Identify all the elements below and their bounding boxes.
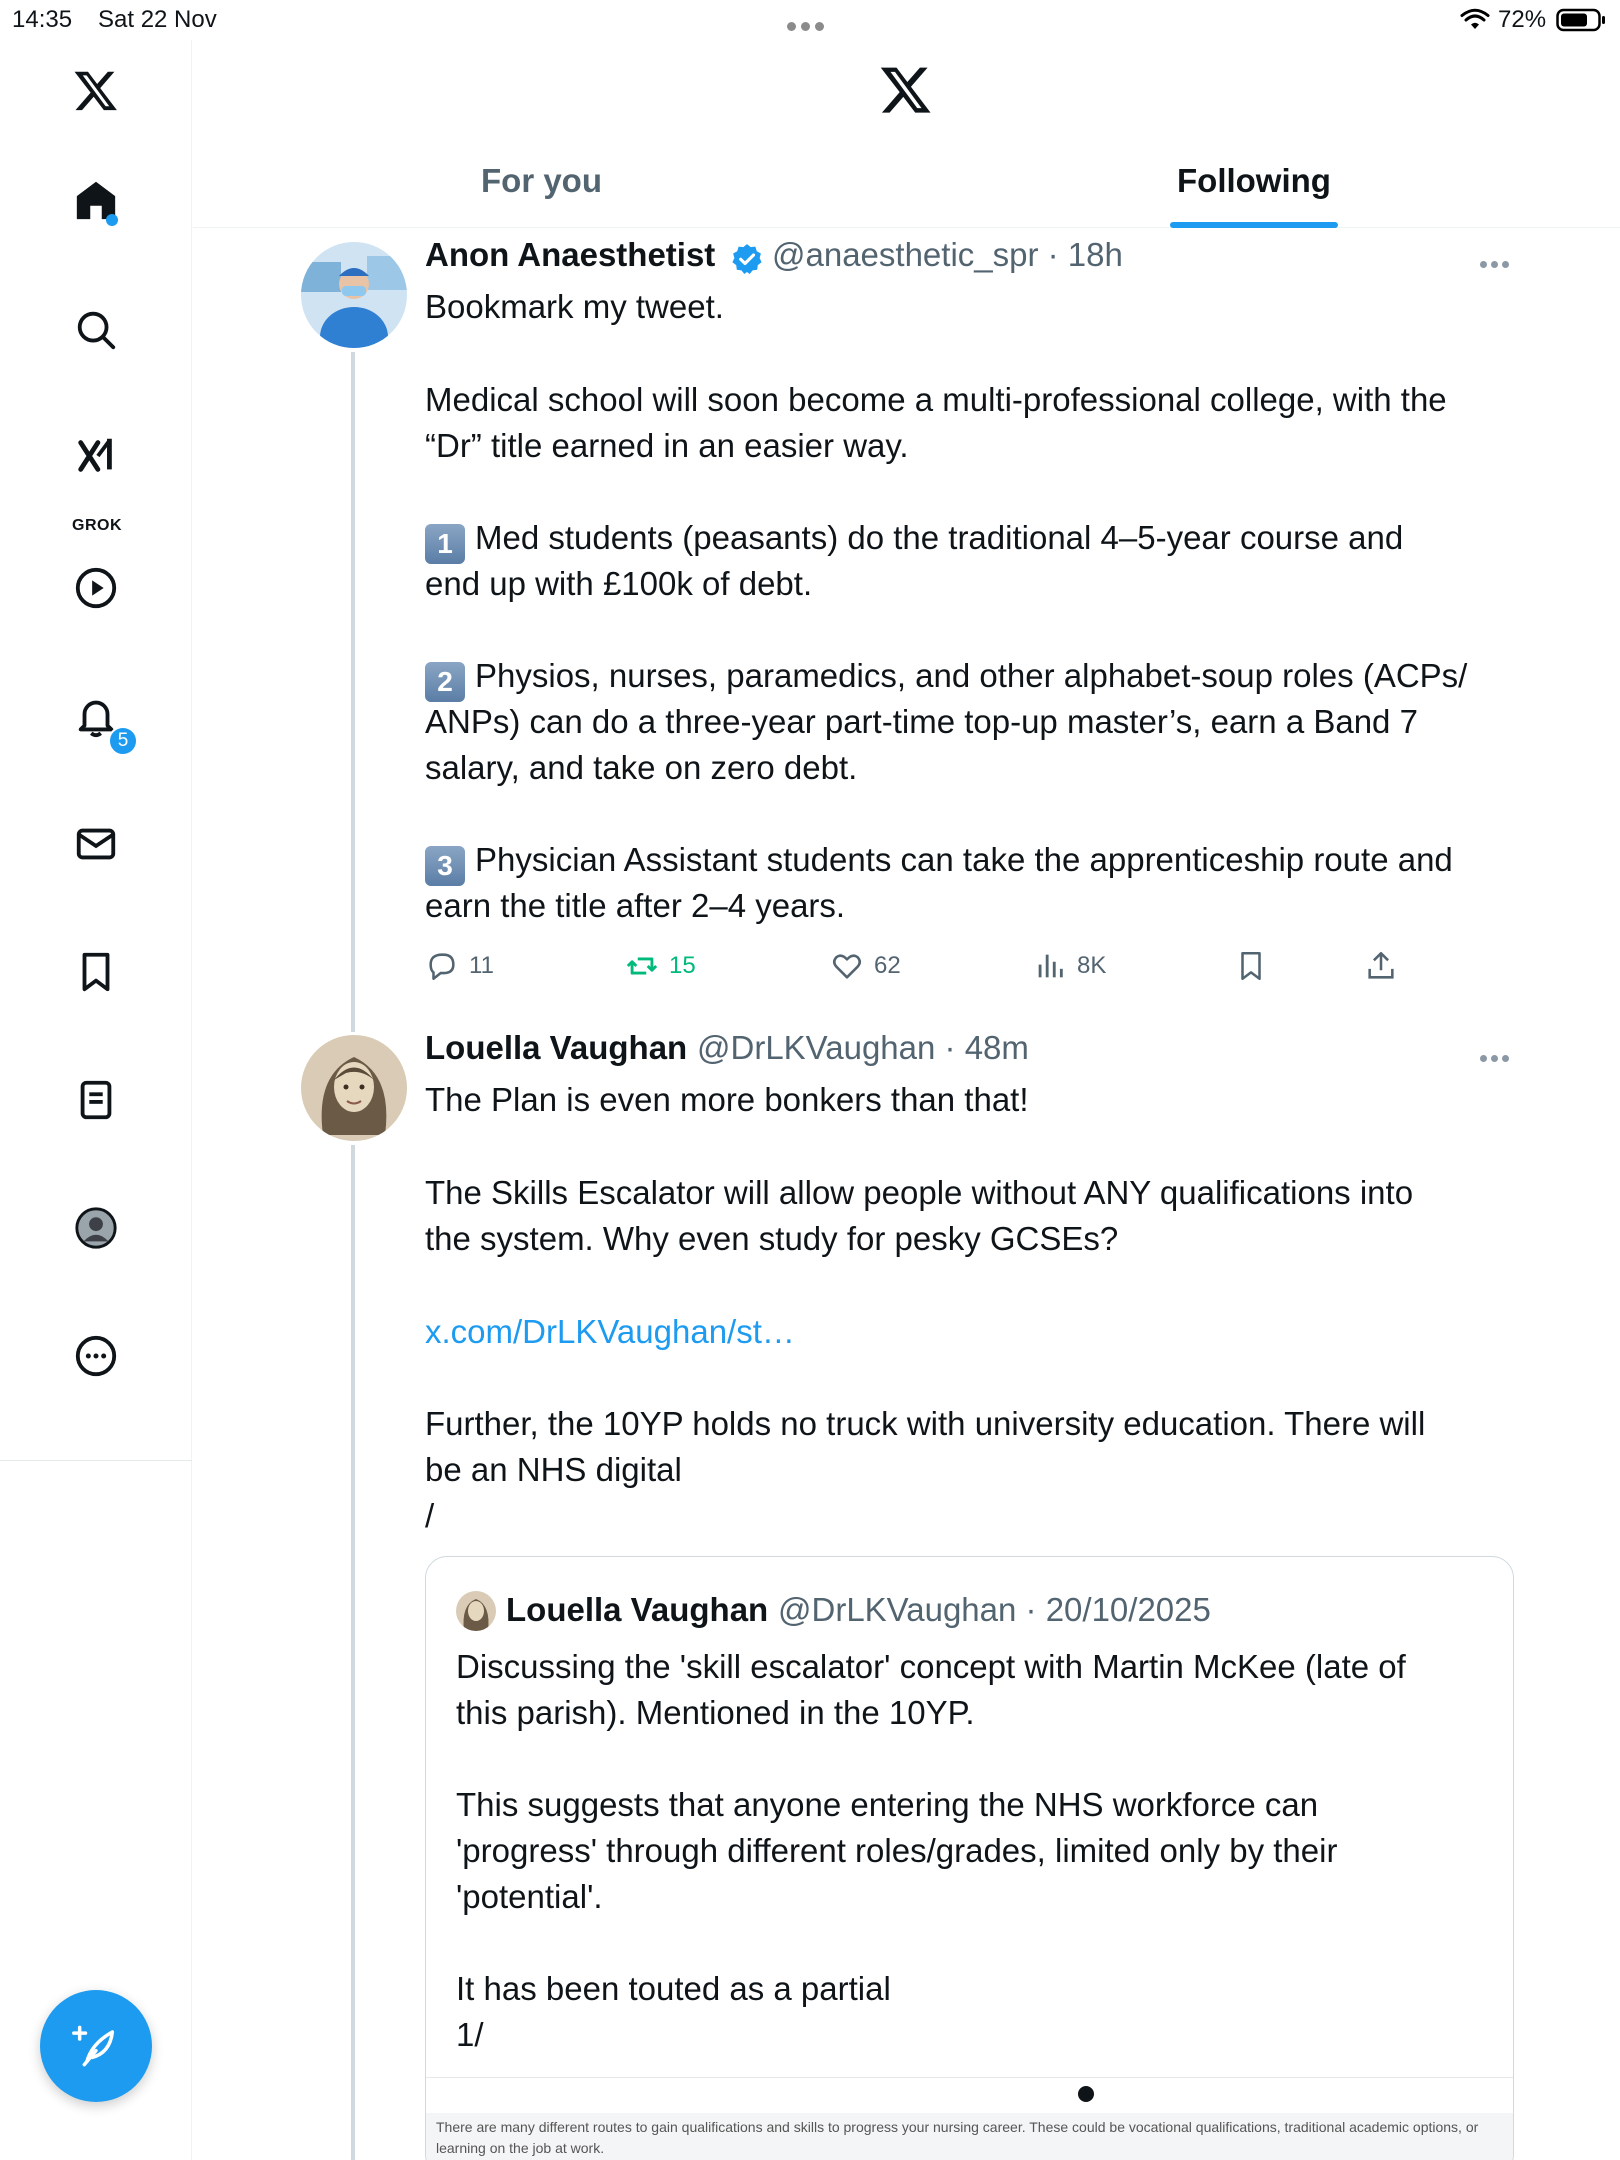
status-time: 14:35 (12, 6, 73, 33)
quote-text-line: this parish). Mentioned in the 10YP. (456, 1694, 975, 1731)
author-handle-time[interactable]: @anaesthetic_spr · 18h (772, 236, 1123, 273)
quote-media-divider (426, 2077, 1514, 2078)
rail-divider (0, 1460, 192, 1461)
tweet-link[interactable]: x.com/DrLKVaughan/st… (425, 1313, 795, 1350)
status-bar (0, 0, 1620, 40)
tweet-text-line: earn the title after 2–4 years. (425, 887, 846, 924)
bookmarks-icon[interactable] (66, 942, 126, 1002)
tweet-text-line: the system. Why even study for pesky GCSEs? (425, 1220, 1119, 1257)
view-count: 8K (1077, 952, 1107, 979)
more-options-icon[interactable] (66, 1326, 126, 1386)
thread-line (351, 1145, 355, 2160)
share-button[interactable] (1364, 946, 1408, 986)
author-handle-time[interactable]: @DrLKVaughan · 48m (697, 1029, 1029, 1066)
status-date: Sat 22 Nov (98, 6, 217, 33)
tweet-text-line: The Skills Escalator will allow people without ANY qualifications into (425, 1174, 1414, 1211)
tweet-more-icon[interactable] (1480, 255, 1514, 265)
tweet-text-line: “Dr” title earned in an easier way. (425, 427, 909, 464)
heart-icon (830, 949, 864, 983)
battery-percent: 72% (1498, 6, 1547, 33)
quote-text-line: 'potential'. (456, 1878, 603, 1915)
active-tab-indicator (1170, 222, 1338, 228)
tweet-text-line: end up with £100k of debt. (425, 565, 813, 602)
quote-text-line: 1/ (456, 2016, 484, 2053)
views-chart-icon (1033, 949, 1067, 983)
left-nav-rail (0, 40, 192, 2160)
tab-following[interactable]: Following (1177, 162, 1331, 199)
keycap-two-icon: 2 (425, 662, 465, 702)
avatar[interactable] (301, 1035, 407, 1141)
quote-text-line: Discussing the 'skill escalator' concept with Martin McKee (late of (456, 1648, 1406, 1685)
notifications-badge: 5 (108, 726, 138, 756)
messages-envelope-icon[interactable] (66, 814, 126, 874)
quote-text-line: 'progress' through different roles/grades, limited only by their (456, 1832, 1338, 1869)
multitask-dots-icon[interactable] (787, 10, 831, 24)
profile-avatar-icon[interactable] (66, 1198, 126, 1258)
video-play-icon[interactable] (66, 558, 126, 618)
like-count: 62 (874, 952, 901, 979)
tweet-text-line: Bookmark my tweet. (425, 288, 724, 325)
search-icon[interactable] (66, 300, 126, 360)
reply-icon (425, 949, 459, 983)
tweet-text-line: The Plan is even more bonkers than that! (425, 1081, 1029, 1118)
avatar[interactable] (301, 242, 407, 348)
keycap-one-icon: 1 (425, 524, 465, 564)
tweet-text-line: Medical school will soon become a multi-professional college, with the (425, 381, 1447, 418)
quote-text-line: It has been touted as a partial (456, 1970, 891, 2007)
author-name[interactable]: Anon Anaesthetist (425, 236, 716, 273)
repost-count: 15 (669, 952, 696, 979)
reply-button[interactable] (425, 946, 494, 986)
tweet-text-line: salary, and take on zero debt. (425, 749, 858, 786)
compose-feather-icon (68, 2018, 124, 2074)
lists-icon[interactable] (66, 1070, 126, 1130)
like-button[interactable] (830, 946, 901, 986)
keycap-three-icon: 3 (425, 846, 465, 886)
share-icon (1364, 949, 1398, 983)
x-logo-icon[interactable] (879, 62, 933, 116)
tweet-text-line: Further, the 10YP holds no truck with university education. There will (425, 1405, 1426, 1442)
verified-badge-icon (730, 242, 764, 276)
tweet-text-line: ANPs) can do a three-year part-time top-up master’s, earn a Band 7 (425, 703, 1418, 740)
quote-author-name[interactable]: Louella Vaughan (506, 1591, 769, 1628)
tweet-text-line: 3 Physician Assistant students can take the apprenticeship route and (425, 841, 1453, 886)
quote-author-handle-date[interactable]: @DrLKVaughan · 20/10/2025 (778, 1591, 1211, 1628)
battery-icon (1556, 8, 1606, 32)
views-button[interactable] (1033, 946, 1106, 986)
quoted-tweet-card[interactable] (425, 1556, 1514, 2160)
tweet-text-line: / (425, 1497, 435, 1534)
timeline-header (193, 40, 1620, 228)
author-name[interactable]: Louella Vaughan (425, 1029, 688, 1066)
x-logo-icon[interactable] (66, 60, 126, 120)
bookmark-icon (1234, 949, 1268, 983)
tweet-text-line: 2 Physios, nurses, paramedics, and other alphabet-soup roles (ACPs/ (425, 657, 1467, 702)
quote-avatar[interactable] (456, 1591, 496, 1631)
bookmark-button[interactable] (1234, 946, 1278, 986)
repost-button[interactable] (625, 946, 696, 986)
quote-text-line: This suggests that anyone entering the NHS workforce can (456, 1786, 1319, 1823)
quote-media-text: There are many different routes to gain qualifications and skills to progress your nursing career. These could be vocational qualifications, traditional academic options, or learning on the job at work. (436, 2119, 1479, 2156)
compose-post-button[interactable] (40, 1990, 152, 2102)
media-page-indicator (1078, 2086, 1094, 2102)
grok-label: GROK (72, 517, 122, 534)
tab-for-you[interactable]: For you (481, 162, 602, 199)
tweet-text-line: be an NHS digital (425, 1451, 682, 1488)
wifi-icon (1460, 8, 1490, 32)
thread-line (351, 352, 355, 1032)
home-unread-dot (106, 214, 118, 226)
repost-icon (625, 949, 659, 983)
grok-icon[interactable] (66, 426, 126, 486)
reply-count: 11 (469, 952, 494, 979)
tweet-text-line: 1 Med students (peasants) do the traditional 4–5-year course and (425, 519, 1403, 564)
tweet-more-icon[interactable] (1480, 1049, 1514, 1059)
